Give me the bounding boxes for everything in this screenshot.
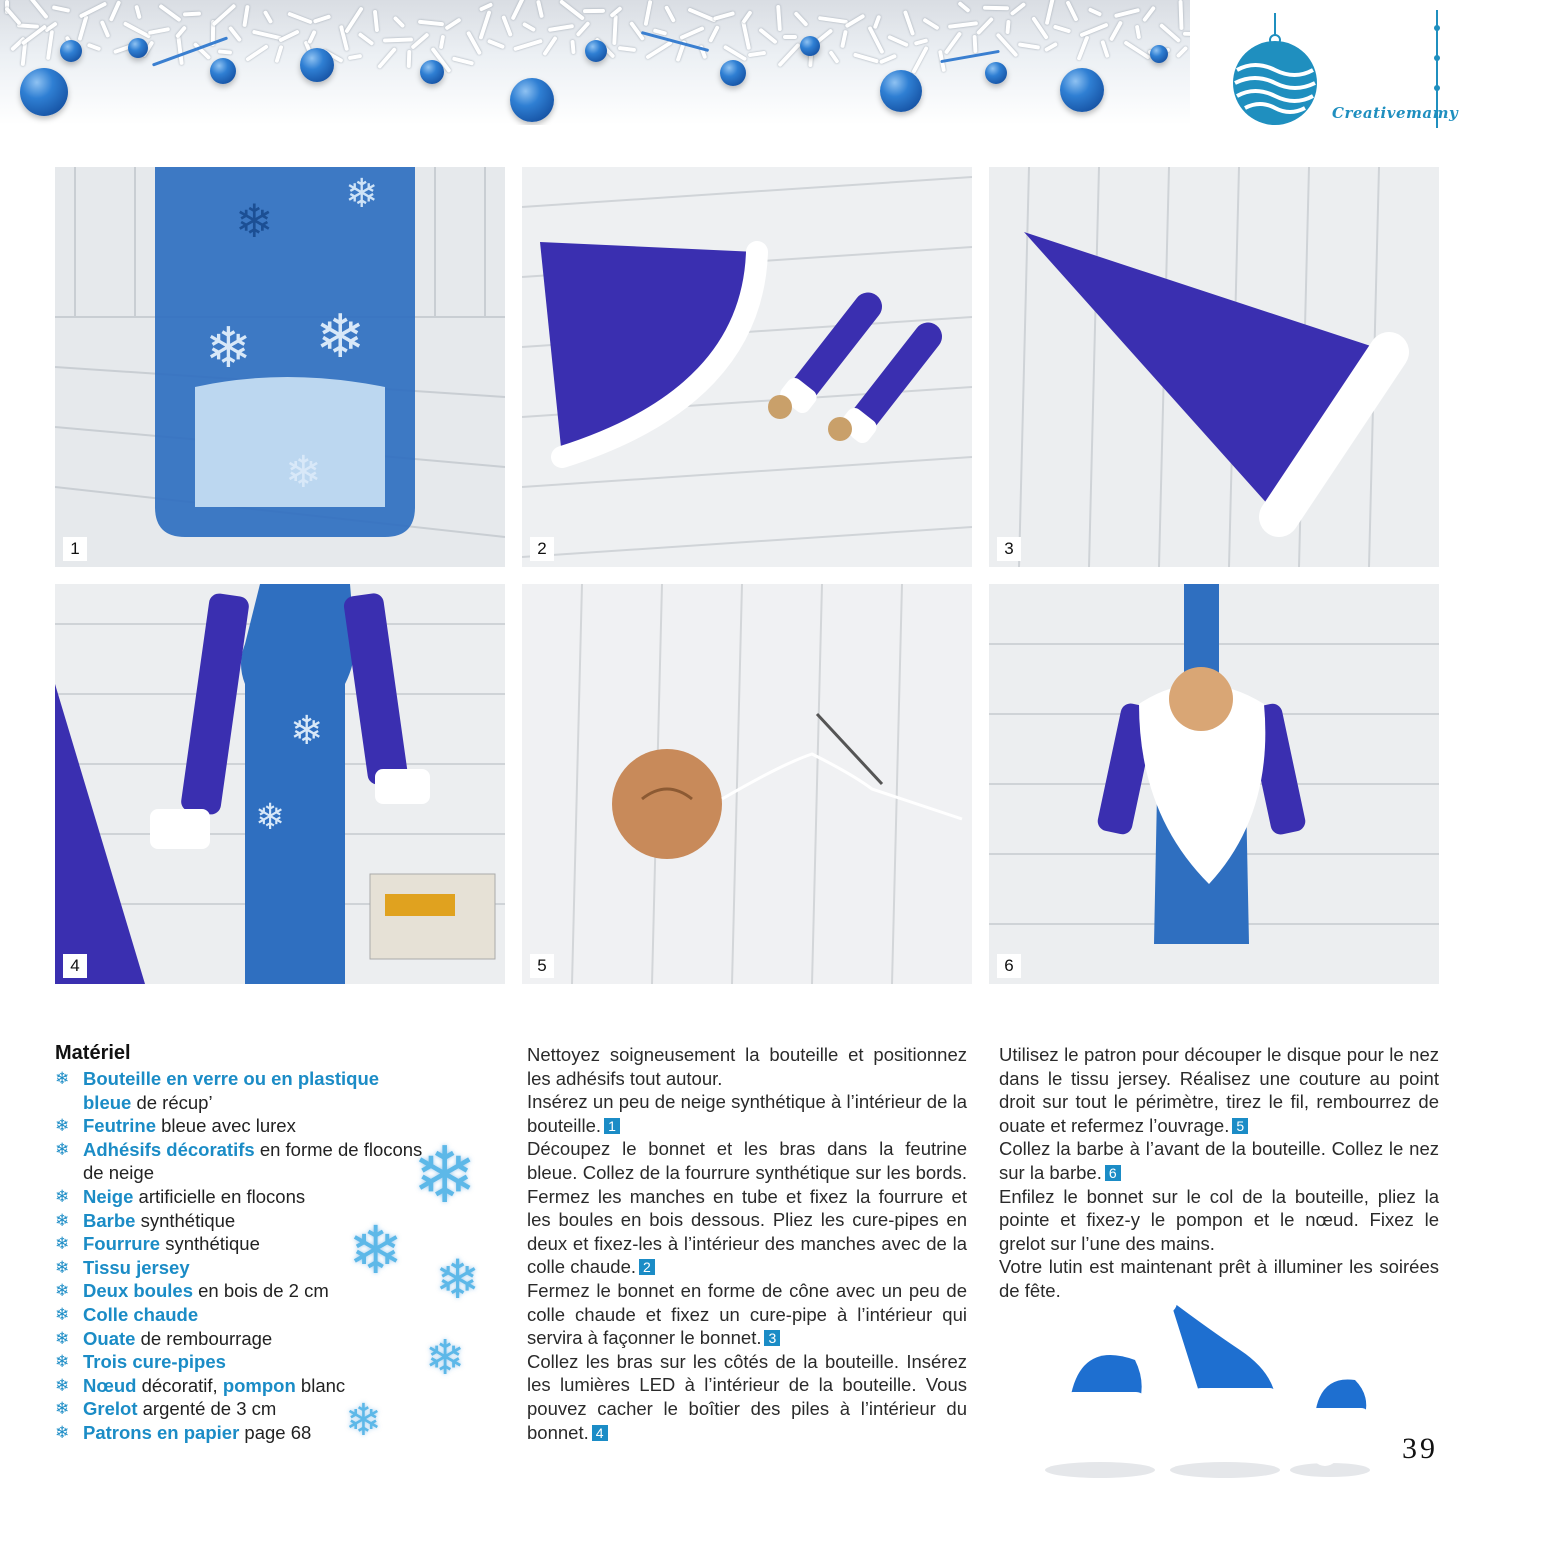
material-name: Ouate: [83, 1327, 136, 1349]
material-name: Feutrine: [83, 1115, 156, 1137]
pine-needle: [1018, 42, 1040, 49]
pine-needle: [664, 5, 676, 23]
material-name: Neige: [83, 1185, 134, 1207]
pine-needle: [1113, 8, 1139, 18]
pine-needle: [853, 52, 879, 63]
pine-needle: [17, 23, 39, 29]
pine-needle: [228, 26, 242, 43]
step-number: 3: [997, 537, 1021, 561]
material-detail: de rembourrage: [135, 1327, 273, 1349]
step-number: 1: [63, 537, 87, 561]
pine-needle: [583, 9, 605, 13]
pine-needle: [79, 1, 108, 18]
pine-needle: [840, 30, 848, 48]
pine-needle: [1066, 0, 1079, 22]
material-name: Patrons en papier: [83, 1421, 240, 1443]
step-photo-1: [55, 167, 505, 567]
material-name: Tissu jersey: [83, 1256, 190, 1278]
pine-needle: [1135, 25, 1141, 39]
material-item: [55, 1303, 425, 1327]
svg-text:❄: ❄: [290, 708, 324, 754]
materials-title: Matériel: [55, 1042, 131, 1064]
pine-needle: [410, 32, 429, 49]
pine-needle: [995, 33, 1018, 58]
svg-text:❄: ❄: [285, 447, 322, 498]
instruction-text: Enfilez le bonnet sur le col de la bouteille, pliez la pointe et fixez-y le pompon et le nœud. Fixez le grelot sur l’une des mains.: [999, 1185, 1439, 1254]
snowflake-icon: ❄: [345, 1396, 382, 1445]
pine-needle: [211, 3, 236, 26]
snowflake-bullet-icon: ❄: [55, 1234, 70, 1254]
material-name: Barbe: [83, 1209, 136, 1231]
material-item: [55, 1067, 425, 1114]
bauble-ornament: [300, 48, 334, 82]
pine-needle: [313, 14, 331, 23]
material-detail: en forme de flocons de neige: [83, 1138, 423, 1184]
material-detail: en bois de 2 cm: [193, 1280, 329, 1302]
pine-needle: [543, 36, 559, 56]
pine-needle: [1178, 0, 1183, 30]
pine-needle: [245, 44, 269, 62]
svg-text:❄: ❄: [315, 302, 366, 372]
material-name: Bouteille en verre ou en plastique bleue: [83, 1068, 380, 1113]
step-reference-badge: 1: [604, 1118, 620, 1134]
pine-needle: [4, 6, 21, 25]
santa-hats-illustration: [1040, 1280, 1370, 1490]
pine-needle: [873, 15, 882, 30]
snowflake-bullet-icon: ❄: [55, 1399, 70, 1419]
pine-needle: [879, 54, 897, 65]
pine-needle: [613, 15, 619, 45]
material-detail: décoratif,: [136, 1374, 223, 1396]
bauble-ornament: [210, 58, 236, 84]
pine-needle: [644, 0, 653, 26]
step-reference-badge: 3: [764, 1330, 780, 1346]
pine-needle: [793, 11, 808, 27]
pine-needle: [183, 12, 201, 17]
bauble-ornament: [585, 40, 607, 62]
pine-needle: [957, 1, 970, 13]
snowflake-bullet-icon: ❄: [55, 1139, 70, 1159]
material-item: [55, 1185, 425, 1209]
pine-needle: [911, 46, 929, 74]
material-detail: synthétique: [160, 1233, 260, 1255]
step-photo-3: [989, 167, 1439, 567]
ribbon-strand: [940, 50, 1000, 63]
pine-needle: [478, 10, 491, 40]
material-name: pompon: [222, 1374, 296, 1396]
svg-text:❄: ❄: [235, 194, 274, 248]
material-detail: artificielle en flocons: [133, 1185, 306, 1207]
instructions-column-1: [527, 1043, 967, 1444]
pine-needle: [783, 35, 797, 39]
step-number: 6: [997, 954, 1021, 978]
pine-needle: [983, 6, 1009, 10]
pine-needle: [1183, 32, 1190, 37]
snowflake-bullet-icon: ❄: [55, 1375, 70, 1395]
pine-needle: [776, 5, 782, 31]
step-photo-5: [522, 584, 972, 984]
material-item: [55, 1114, 425, 1138]
pine-needle: [913, 38, 928, 45]
pine-needle: [1005, 20, 1010, 34]
pine-needle: [536, 0, 544, 18]
pine-needle: [1109, 20, 1123, 41]
snowflake-bullet-icon: ❄: [55, 1116, 70, 1136]
pine-needle: [348, 54, 362, 60]
bauble-ornament: [420, 60, 444, 84]
bauble-ornament: [510, 78, 554, 122]
pine-needle: [513, 39, 543, 52]
pine-needle: [943, 31, 962, 54]
bauble-ornament: [720, 60, 746, 86]
step-reference-badge: 6: [1105, 1165, 1121, 1181]
pine-needle: [1124, 40, 1151, 60]
snowflake-bullet-icon: ❄: [55, 1328, 70, 1348]
step-photo-6: [989, 584, 1439, 984]
svg-text:❄: ❄: [255, 797, 286, 838]
bauble-ornament: [20, 68, 68, 116]
step-number: 4: [63, 954, 87, 978]
pine-needle: [263, 10, 273, 24]
pine-needle: [123, 21, 151, 39]
pine-needle: [287, 11, 313, 24]
pine-needle: [373, 10, 379, 32]
instruction-paragraph: [527, 1350, 967, 1444]
pine-needle: [748, 51, 766, 57]
pine-needle: [741, 10, 752, 24]
pine-needle: [274, 45, 283, 63]
instruction-paragraph: [999, 1043, 1439, 1137]
bauble-ornament: [128, 38, 148, 58]
pine-needle: [383, 37, 413, 42]
material-item: [55, 1350, 425, 1374]
pine-needle: [487, 39, 505, 49]
pine-needle: [1142, 6, 1156, 23]
brand-name: Creativemamy: [1332, 104, 1459, 122]
snowflake-bullet-icon: ❄: [55, 1352, 70, 1372]
pine-needle: [679, 26, 704, 40]
pine-needle: [242, 5, 249, 27]
instruction-paragraph: [527, 1043, 967, 1090]
step-number: 2: [530, 537, 554, 561]
pine-needle: [1175, 46, 1188, 59]
pine-needle: [158, 4, 181, 23]
pine-needle: [357, 32, 374, 46]
instruction-text: Fermez le bonnet en forme de cône avec un peu de colle chaude et fixez un cure-pipe à l’intérieur qui servira à façonner le bonnet.: [527, 1279, 967, 1349]
svg-text:❄: ❄: [205, 316, 252, 381]
pine-needle: [392, 16, 405, 29]
pine-needle: [618, 46, 636, 52]
bauble-ornament: [985, 62, 1007, 84]
instruction-paragraph: [999, 1137, 1439, 1184]
pine-needle: [903, 10, 915, 36]
pine-needle: [1079, 23, 1108, 38]
pine-needle: [77, 15, 88, 41]
pine-needle: [972, 35, 977, 53]
material-name: Nœud: [83, 1374, 137, 1396]
pine-needle: [576, 21, 591, 37]
instruction-paragraph: [527, 1279, 967, 1350]
pine-needle: [417, 20, 443, 27]
pine-needle: [922, 18, 939, 31]
instructions-column-2: [999, 1043, 1439, 1303]
material-name: Fourrure: [83, 1233, 161, 1255]
instruction-text: Insérez un peu de neige synthétique à l’intérieur de la bouteille.: [527, 1091, 967, 1136]
pine-needle: [29, 0, 48, 19]
snowflake-bullet-icon: ❄: [55, 1304, 70, 1324]
bauble-ornament: [880, 70, 922, 112]
pine-needle: [87, 43, 102, 52]
page-number: 39: [1402, 1432, 1438, 1465]
pine-needle: [148, 27, 170, 35]
pine-needle: [1045, 0, 1056, 25]
pine-garland-banner: [0, 0, 1190, 125]
pine-needle: [708, 25, 720, 43]
material-detail: blanc: [295, 1374, 346, 1396]
pine-needle: [570, 40, 575, 54]
pine-needle: [548, 24, 574, 32]
step-reference-badge: 5: [1232, 1118, 1248, 1134]
snowflake-icon: ❄: [348, 1213, 404, 1287]
pine-needle: [888, 35, 910, 48]
bauble-ornament: [60, 40, 82, 62]
pine-needle: [948, 21, 978, 29]
pine-needle: [279, 29, 301, 42]
material-item: [55, 1138, 425, 1185]
material-detail: bleue avec lurex: [155, 1115, 296, 1137]
pine-needle: [217, 49, 231, 54]
pine-needle: [522, 22, 536, 32]
pine-needle: [976, 17, 994, 36]
pine-needle: [46, 30, 54, 60]
pine-needle: [688, 7, 717, 22]
pine-needle: [99, 20, 110, 38]
pine-needle: [818, 16, 848, 24]
pine-needle: [778, 43, 801, 68]
snowflake-bullet-icon: ❄: [55, 1281, 70, 1301]
step-reference-badge: 2: [639, 1259, 655, 1275]
material-name: Trois cure-pipes: [83, 1351, 226, 1373]
snowflake-bullet-icon: ❄: [55, 1069, 70, 1088]
pine-needle: [723, 45, 747, 62]
bauble-ornament: [1060, 68, 1104, 112]
pine-needle: [439, 35, 445, 49]
material-detail: page 68: [239, 1421, 312, 1443]
step-photo-2: [522, 167, 972, 567]
instruction-text: Utilisez le patron pour découper le disque pour le nez dans le tissu jersey. Réalisez une couture au point droit sur tout le périmètre, tirez le fil, rembourrez de ouate et refermez l’ouvrage.: [999, 1044, 1439, 1136]
pine-needle: [175, 25, 187, 38]
snowflake-bullet-icon: ❄: [55, 1257, 70, 1277]
material-detail: de récup’: [131, 1091, 213, 1113]
material-item: [55, 1327, 425, 1351]
pine-needle: [1052, 24, 1070, 33]
pine-needle: [1087, 7, 1101, 17]
ribbon-strand: [641, 31, 709, 52]
instruction-text: Découpez le bonnet et les bras dans la feutrine bleue. Collez de la fourrure synthétique sur les bords. Fermez les manches en tube et fixez la fourrure et les boules en bois dessous. Pliez les cure-pipes en deux et fixez-les à l’intérieur des manches avec de la colle chaude.: [527, 1138, 967, 1278]
bauble-ornament: [1150, 45, 1168, 63]
pine-needle: [1101, 40, 1110, 58]
pine-needle: [828, 50, 839, 64]
pine-needle: [176, 35, 184, 65]
material-name: Colle chaude: [83, 1303, 199, 1325]
pine-needle: [758, 28, 778, 45]
material-name: Deux boules: [83, 1280, 193, 1302]
instruction-text: Nettoyez soigneusement la bouteille et positionnez les adhésifs tout autour.: [527, 1044, 967, 1089]
material-detail: argenté de 3 cm: [137, 1398, 277, 1420]
pine-needle: [444, 17, 461, 30]
instruction-paragraph: [999, 1185, 1439, 1256]
pine-needle: [741, 20, 751, 50]
snowflake-icon: ❄: [435, 1250, 481, 1310]
material-detail: synthétique: [135, 1209, 236, 1231]
pine-needle: [377, 47, 397, 69]
snowflake-icon: ❄: [425, 1332, 466, 1385]
pine-needle: [1044, 42, 1058, 52]
pine-needle: [510, 0, 525, 21]
instruction-text: Votre lutin est maintenant prêt à illuminer les soirées de fête.: [999, 1256, 1439, 1301]
instruction-text: Collez les bras sur les côtés de la bouteille. Insérez les lumières LED à l’intérieur de la bouteille. Vous pouvez cacher le boîtier des piles à l’intérieur du bonnet.: [527, 1350, 967, 1443]
pine-needle: [1159, 23, 1181, 43]
pine-needle: [452, 56, 474, 65]
snowflake-bullet-icon: ❄: [55, 1186, 70, 1206]
pine-needle: [559, 0, 585, 21]
step-number: 5: [530, 954, 554, 978]
pine-needle: [109, 0, 122, 22]
instruction-paragraph: [527, 1090, 967, 1137]
bauble-ornament: [800, 36, 820, 56]
pine-needle: [1010, 2, 1027, 16]
pine-needle: [344, 6, 364, 33]
svg-text:❄: ❄: [345, 171, 379, 217]
snowflake-bullet-icon: ❄: [55, 1210, 70, 1230]
step-photo-4: [55, 584, 505, 984]
pine-needle: [407, 50, 412, 68]
snowflake-icon: ❄: [412, 1131, 478, 1219]
pine-needle: [645, 40, 673, 59]
instruction-paragraph: [527, 1137, 967, 1279]
pine-needle: [868, 26, 885, 55]
pine-needle: [307, 30, 317, 44]
step-reference-badge: 4: [592, 1425, 608, 1441]
pine-needle: [52, 5, 70, 13]
pine-needle: [1077, 35, 1090, 61]
pine-needle: [134, 5, 141, 20]
instruction-text: Collez la barbe à l’avant de la bouteille. Collez le nez sur la barbe.: [999, 1138, 1439, 1183]
pine-needle: [713, 11, 735, 21]
material-name: Adhésifs décoratifs: [83, 1138, 255, 1160]
material-item: [55, 1374, 425, 1398]
material-name: Grelot: [83, 1398, 138, 1420]
snowflake-bullet-icon: ❄: [55, 1422, 70, 1442]
